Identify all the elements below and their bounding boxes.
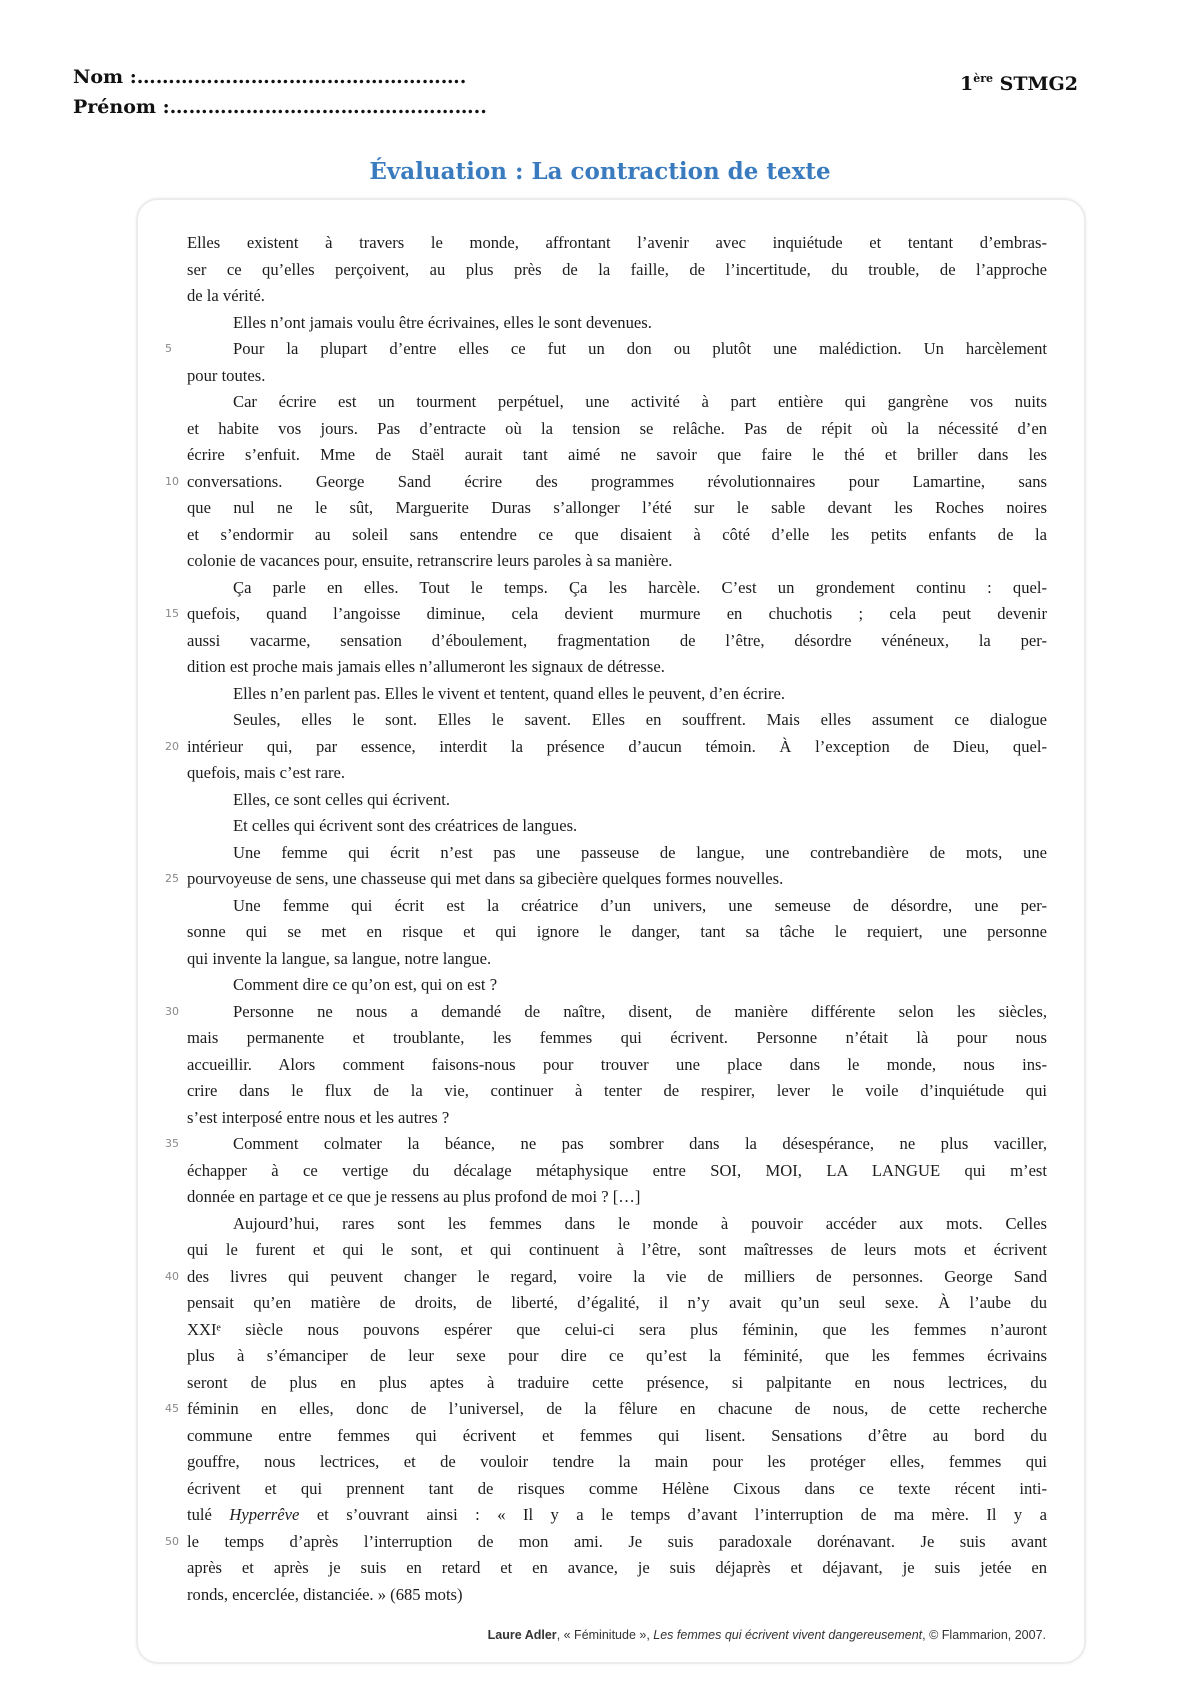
text-line (187, 1158, 1047, 1185)
line-number: 45 (165, 1402, 179, 1415)
text-line (187, 495, 1047, 522)
line-text: XXIᵉ siècle nous pouvons espérer que celui-ci sera plus féminin, que les femmes n’auront (187, 1319, 1047, 1339)
text-line (187, 1476, 1047, 1503)
credit-book: Les femmes qui écrivent vivent dangereusement (653, 1628, 923, 1642)
text-line (187, 787, 1047, 814)
text-line (187, 1423, 1047, 1450)
text-line (187, 1025, 1047, 1052)
text-line (165, 469, 1047, 496)
text-line (187, 972, 1047, 999)
text-line (187, 1184, 1047, 1211)
line-text: Une femme qui écrit est la créatrice d’un univers, une semeuse de désordre, une per- (233, 895, 1047, 915)
line-text: le temps d’après l’interruption de mon ami. Je suis paradoxale dorénavant. Je suis avant (187, 1531, 1047, 1551)
text-line (187, 1052, 1047, 1079)
text-line (187, 363, 1047, 390)
line-text: féminin en elles, donc de l’universel, de la fêlure en chacune de nous, de cette recherche (187, 1399, 1047, 1418)
line-text: aussi vacarme, sensation d’éboulement, fragmentation de l’être, désordre vénéneux, la per- (187, 630, 1047, 650)
line-text: ser ce qu’elles perçoivent, au plus près de la faille, de l’incertitude, du trouble, de l’approche (187, 259, 1047, 279)
text-line (165, 601, 1047, 628)
line-text: quefois, quand l’angoisse diminue, cela devient murmure en chuchotis ; cela peut devenir (187, 604, 1047, 623)
line-text: accueillir. Alors comment faisons-nous pour trouver une place dans le monde, nous ins- (187, 1054, 1047, 1074)
line-text: intérieur qui, par essence, interdit la présence d’aucun témoin. À l’exception de Dieu, quel- (187, 736, 1047, 756)
text-line (187, 1343, 1047, 1370)
text-line (165, 866, 1047, 893)
line-text: Une femme qui écrit n’est pas une passeuse de langue, une contrebandière de mots, une (233, 842, 1047, 862)
line-text: échapper à ce vertige du décalage métaphysique entre SOI, MOI, LA LANGUE qui m’est (187, 1160, 1047, 1180)
line-text: mais permanente et troublante, les femmes qui écrivent. Personne n’était là pour nous (187, 1028, 1047, 1047)
line-text: s’est interposé entre nous et les autres ? (187, 1107, 450, 1127)
text-line (187, 760, 1047, 787)
line-text: Aujourd’hui, rares sont les femmes dans le monde à pouvoir accéder aux mots. Celles (233, 1213, 1047, 1233)
text-line (165, 734, 1047, 761)
text-body (165, 230, 1048, 1608)
line-text: Et celles qui écrivent sont des créatrices de langues. (233, 816, 578, 835)
text-line (187, 1582, 1047, 1609)
line-text: commune entre femmes qui écrivent et femmes qui lisent. Sensations d’être au bord du (187, 1425, 1047, 1445)
class-suffix: STMG2 (993, 73, 1078, 95)
text-line (187, 575, 1047, 602)
text-line (187, 416, 1047, 443)
line-number: 10 (165, 474, 179, 488)
text-line (187, 893, 1047, 920)
class-sup: ère (973, 72, 994, 85)
line-text: seront de plus en plus aptes à traduire cette présence, si palpitante en nous lectrices, du (187, 1372, 1047, 1392)
text-line (187, 230, 1047, 257)
line-text: gouffre, nous lectrices, et de vouloir tendre la main pour les protéger elles, femmes qui (187, 1452, 1047, 1471)
text-line (187, 1317, 1047, 1344)
line-text: pensait qu’en matière de droits, de liberté, d’égalité, il n’y avait qu’un seul sexe. À l’aube du (187, 1293, 1047, 1312)
text-line (187, 840, 1047, 867)
text-line (187, 628, 1047, 655)
text-line (187, 1105, 1047, 1132)
text-line (165, 1131, 1047, 1158)
line-text: colonie de vacances pour, ensuite, retranscrire leurs paroles à sa manière. (187, 551, 673, 570)
text-line (187, 1290, 1047, 1317)
class-label (960, 72, 1078, 95)
line-text: crire dans le flux de la vie, continuer à tenter de respirer, lever le voile d’inquiétude qui (187, 1081, 1047, 1100)
line-number: 20 (165, 739, 179, 753)
line-text: et habite vos jours. Pas d’entracte où la tension se relâche. Pas de répit où la nécessité d’en (187, 418, 1047, 438)
line-text: que nul ne le sût, Marguerite Duras s’allonger l’été sur le sable devant les Roches noires (187, 498, 1047, 517)
line-text: plus à s’émanciper de leur sexe pour dire ce qu’est la féminité, que les femmes écrivains (187, 1346, 1047, 1365)
line-text: écrire s’enfuit. Mme de Staël aurait tant aimé ne savoir que faire le thé et briller dans les (187, 445, 1047, 464)
text-line (187, 548, 1047, 575)
text-line (187, 813, 1047, 840)
source-credit (488, 1628, 1046, 1642)
text-line (187, 919, 1047, 946)
line-text: Elles, ce sont celles qui écrivent. (233, 789, 451, 809)
line-text: Ça parle en elles. Tout le temps. Ça les harcèle. C’est un grondement continu : quel- (233, 577, 1047, 597)
class-prefix: 1 (960, 73, 974, 95)
text-line (165, 336, 1047, 363)
text-line (165, 1396, 1047, 1423)
line-text: pourvoyeuse de sens, une chasseuse qui met dans sa gibecière quelques formes nouvelles. (187, 869, 784, 888)
credit-end: , © Flammarion, 2007. (922, 1628, 1046, 1642)
line-number: 50 (165, 1534, 179, 1548)
text-line (187, 1449, 1047, 1476)
line-number: 5 (165, 342, 172, 355)
line-number: 30 (165, 1004, 179, 1018)
line-text: et s’endormir au soleil sans entendre ce que disaient à côté d’elle les petits enfants de la (187, 524, 1047, 544)
page-title: Évaluation : La contraction de texte (369, 158, 831, 185)
text-line (187, 1078, 1047, 1105)
line-text: après et après je suis en retard et en avance, je suis déjaprès et déjavant, je suis jetée en (187, 1558, 1047, 1577)
name-field: Nom :……………………………………………. (73, 66, 467, 88)
credit-author: Laure Adler (487, 1628, 557, 1642)
text-line (187, 946, 1047, 973)
text-line (187, 310, 1047, 337)
line-text: écrivent et qui prennent tant de risques comme Hélène Cixous dans ce texte récent inti- (187, 1478, 1047, 1498)
line-text: qui invente la langue, sa langue, notre langue. (187, 948, 492, 968)
text-line (187, 257, 1047, 284)
line-number: 35 (165, 1137, 179, 1150)
line-text: Elles n’ont jamais voulu être écrivaines, elles le sont devenues. (233, 312, 652, 332)
line-text: Comment colmater la béance, ne pas sombrer dans la désespérance, ne plus vaciller, (233, 1134, 1047, 1153)
line-text: Comment dire ce qu’on est, qui on est ? (233, 975, 498, 994)
text-line (187, 1211, 1047, 1238)
line-text: tulé Hyperrêve et s’ouvrant ainsi : « Il y a le temps d’avant l’interruption de ma mère. Il y a (187, 1505, 1048, 1524)
line-text: Car écrire est un tourment perpétuel, une activité à part entière qui gangrène vos nuits (233, 392, 1047, 411)
text-line (187, 283, 1047, 310)
text-line (187, 1502, 1047, 1529)
first-name-field: Prénom :………………………………………….. (73, 96, 487, 118)
text-line (165, 1264, 1047, 1291)
line-text: Seules, elles le sont. Elles le savent. Elles en souffrent. Mais elles assument ce dialogue (233, 710, 1047, 729)
line-text: conversations. George Sand écrire des programmes révolutionnaires pour Lamartine, sans (187, 471, 1047, 491)
credit-middle: , « Féminitude », (556, 1628, 654, 1642)
text-line (187, 522, 1047, 549)
text-line (187, 442, 1047, 469)
line-number: 25 (165, 872, 179, 885)
book-title-italic: Hyperrêve (229, 1505, 300, 1524)
text-line (187, 1555, 1047, 1582)
text-line (187, 1370, 1047, 1397)
line-text: qui le furent et qui le sont, et qui continuent à l’être, sont maîtresses de leurs mots et écrivent (187, 1240, 1047, 1259)
line-text: sonne qui se met en risque et qui ignore le danger, tant sa tâche le requiert, une personne (187, 922, 1047, 941)
line-text: des livres qui peuvent changer le regard, voire la vie de milliers de personnes. George Sand (187, 1266, 1047, 1286)
line-text: Personne ne nous a demandé de naître, disent, de manière différente selon les siècles, (233, 1001, 1047, 1021)
line-text: dition est proche mais jamais elles n’allumeront les signaux de détresse. (187, 657, 665, 676)
line-text: ronds, encerclée, distanciée. » (685 mots) (187, 1584, 463, 1604)
text-line (165, 999, 1047, 1026)
line-text: donnée en partage et ce que je ressens au plus profond de moi ? […] (187, 1187, 641, 1206)
line-text: de la vérité. (187, 286, 265, 305)
text-line (187, 1237, 1047, 1264)
line-number: 40 (165, 1269, 179, 1283)
line-text: Pour la plupart d’entre elles ce fut un don ou plutôt une malédiction. Un harcèlement (233, 339, 1047, 358)
line-text: pour toutes. (187, 365, 266, 385)
text-line (187, 707, 1047, 734)
text-line (165, 1529, 1047, 1556)
line-text: Elles n’en parlent pas. Elles le vivent et tentent, quand elles le peuvent, d’en écrire. (233, 683, 785, 703)
text-line (187, 389, 1047, 416)
line-text: Elles existent à travers le monde, affrontant l’avenir avec inquiétude et tentant d’embras- (187, 233, 1047, 252)
text-line (187, 654, 1047, 681)
text-line (187, 681, 1047, 708)
line-text: quefois, mais c’est rare. (187, 763, 346, 782)
line-number: 15 (165, 607, 179, 620)
